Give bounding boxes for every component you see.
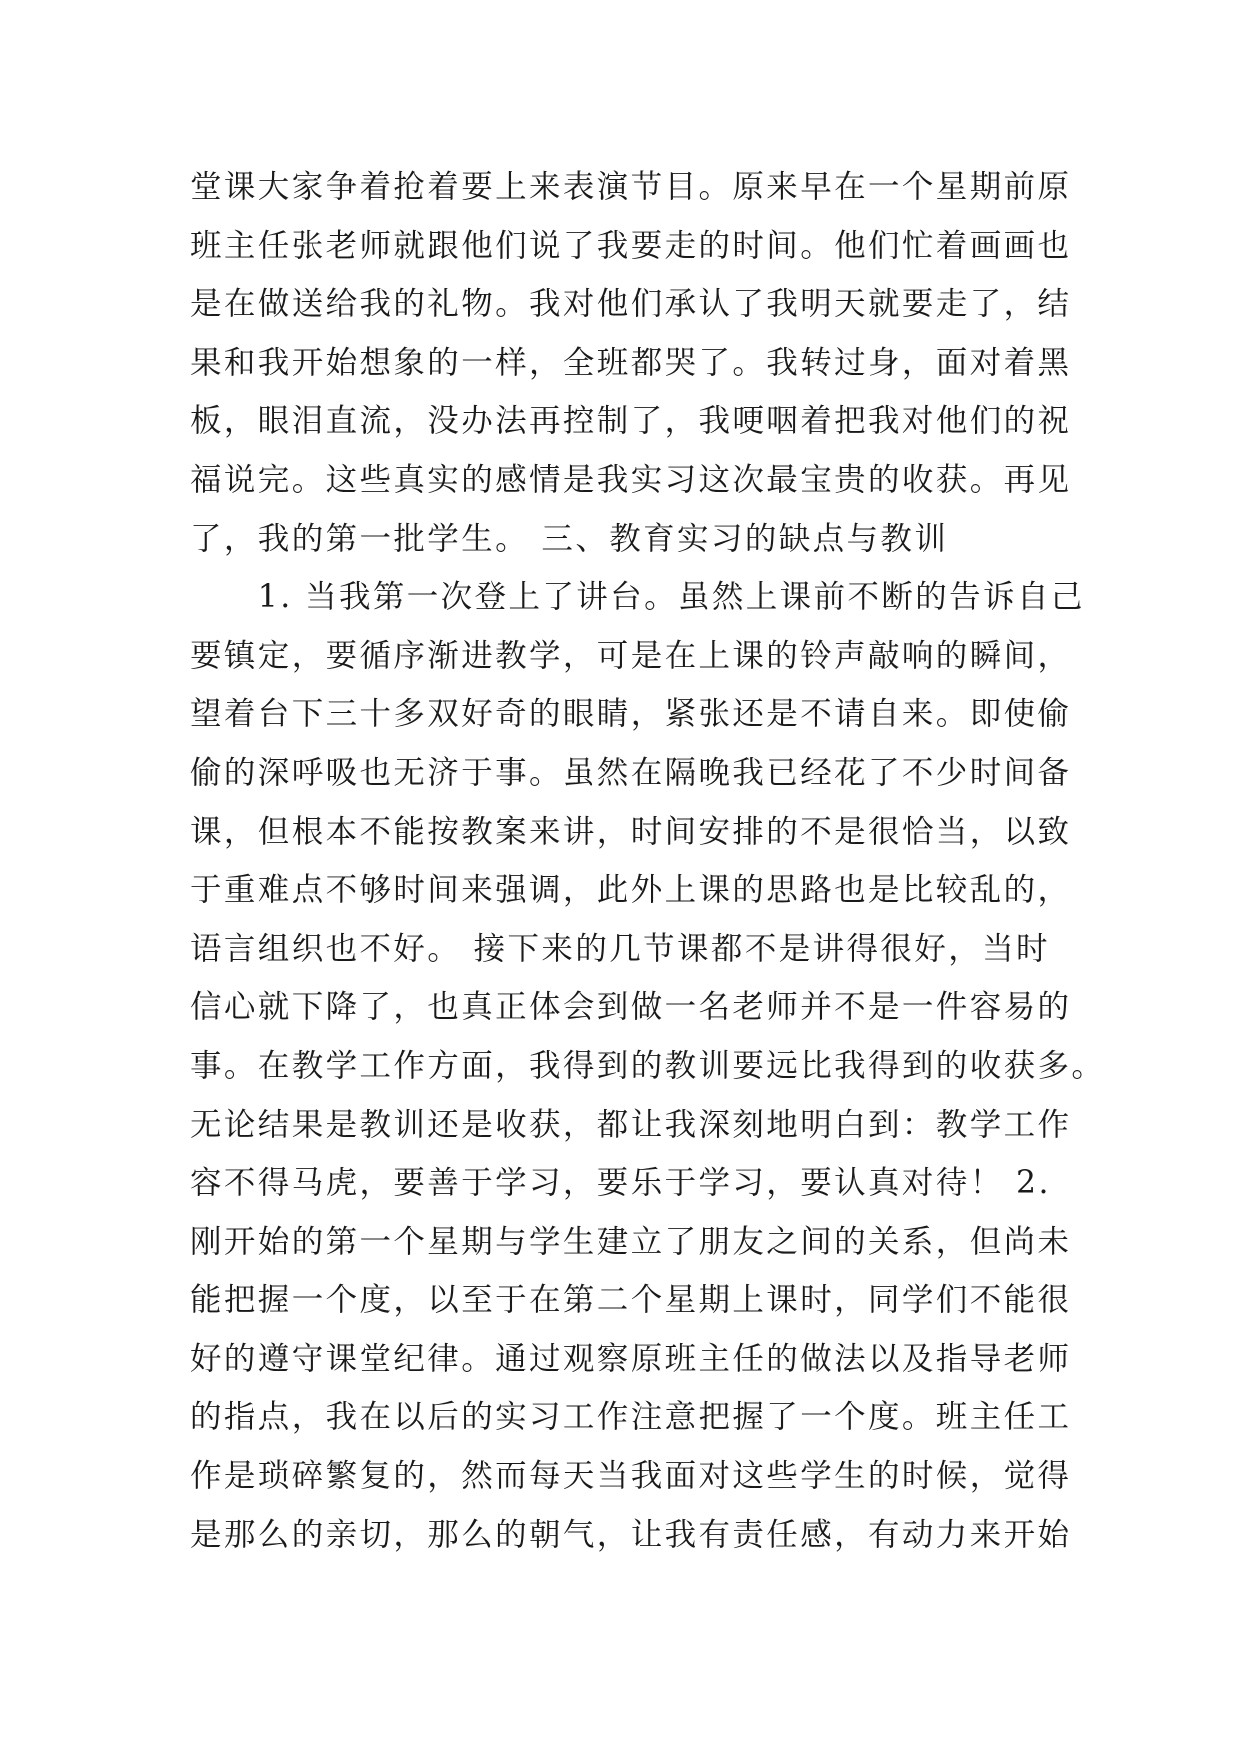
text-line: 望着台下三十多双好奇的眼睛，紧张还是不请自来。即使偷 bbox=[190, 696, 1072, 733]
text-line: 好的遵守课堂纪律。通过观察原班主任的做法以及指导老师 bbox=[190, 1340, 1072, 1377]
text-line: 语言组织也不好。 接下来的几节课都不是讲得很好，当时 bbox=[190, 930, 1050, 967]
text-line: 课，但根本不能按教案来讲，时间安排的不是很恰当，以致 bbox=[190, 813, 1072, 850]
text-line: 堂课大家争着抢着要上来表演节目。原来早在一个星期前原 bbox=[190, 169, 1072, 205]
text-line: 无论结果是教训还是收获，都让我深刻地明白到：教学工作 bbox=[190, 1106, 1072, 1143]
text-line: 要镇定，要循序渐进教学，可是在上课的铃声敲响的瞬间， bbox=[190, 637, 1072, 674]
text-line: 是那么的亲切，那么的朝气，让我有责任感，有动力来开始 bbox=[190, 1516, 1072, 1553]
text-line: 是在做送给我的礼物。我对他们承认了我明天就要走了，结 bbox=[190, 286, 1072, 323]
text-line: 果和我开始想象的一样，全班都哭了。我转过身，面对着黑 bbox=[190, 344, 1072, 381]
text-line: 能把握一个度，以至于在第二个星期上课时，同学们不能很 bbox=[190, 1282, 1072, 1319]
body-text bbox=[190, 158, 1106, 1564]
text-line: 偷的深呼吸也无济于事。虽然在隔晚我已经花了不少时间备 bbox=[190, 754, 1072, 791]
text-line: 板，眼泪直流，没办法再控制了，我哽咽着把我对他们的祝 bbox=[190, 403, 1072, 440]
text-line: 了，我的第一批学生。 三、教育实习的缺点与教训 bbox=[190, 520, 949, 557]
text-line: 于重难点不够时间来强调，此外上课的思路也是比较乱的， bbox=[190, 872, 1072, 909]
text-line: 1. 当我第一次登上了讲台。虽然上课前不断的告诉自己 bbox=[190, 579, 1085, 616]
text-line: 容不得马虎，要善于学习，要乐于学习，要认真对待！ 2. bbox=[190, 1165, 1051, 1202]
text-line: 信心就下降了，也真正体会到做一名老师并不是一件容易的 bbox=[190, 989, 1072, 1026]
text-line: 事。在教学工作方面，我得到的教训要远比我得到的收获多。 bbox=[190, 1047, 1106, 1084]
text-line: 福说完。这些真实的感情是我实习这次最宝贵的收获。再见 bbox=[190, 461, 1072, 498]
text-line: 班主任张老师就跟他们说了我要走的时间。他们忙着画画也 bbox=[190, 227, 1072, 264]
text-line: 的指点，我在以后的实习工作注意把握了一个度。班主任工 bbox=[190, 1399, 1072, 1436]
text-line: 刚开始的第一个星期与学生建立了朋友之间的关系，但尚未 bbox=[190, 1223, 1072, 1260]
text-line: 作是琐碎繁复的，然而每天当我面对这些学生的时候，觉得 bbox=[190, 1458, 1072, 1495]
